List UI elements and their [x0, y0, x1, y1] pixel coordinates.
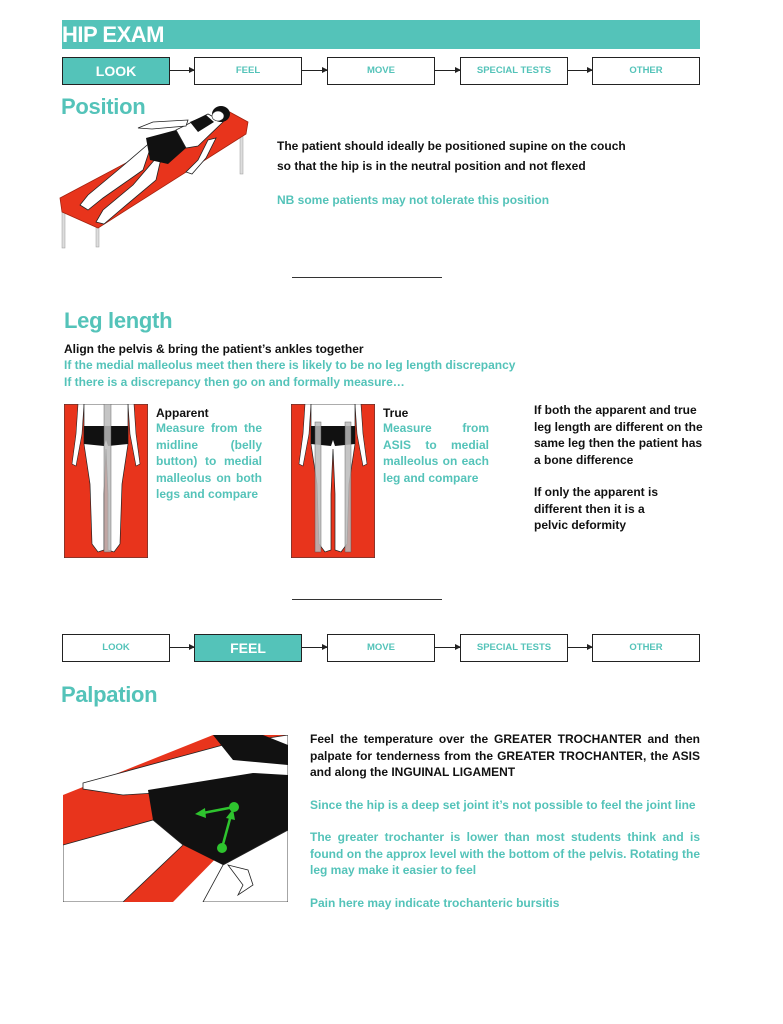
true-title: True	[383, 406, 409, 420]
flow-arrow	[434, 647, 460, 648]
apparent-text: Measure from the midline (belly button) to medial malleolus on both legs and compare	[156, 421, 262, 501]
palpation-text-3: The greater trochanter is lower than most students think and is found on the approx level with the bottom of the pelvis. Rotating the leg may make it easier to feel	[310, 830, 700, 877]
palpation-text-2: Since the hip is a deep set joint it’s not possible to feel the joint line	[310, 798, 696, 812]
leg-length-intro: Align the pelvis & bring the patient’s ankles together	[64, 342, 364, 356]
flow-step-move[interactable]: MOVE	[327, 57, 435, 85]
page-title: HIP EXAM	[62, 22, 164, 47]
palpation-text-1: Feel the temperature over the GREATER TROCHANTER and then palpate for tenderness from the GREATER TROCHANTER, the ASIS and along the INGUINAL LIGAMENT	[310, 732, 700, 779]
apparent-leg-length-illustration	[64, 404, 148, 558]
flow-step-move[interactable]: MOVE	[327, 634, 435, 662]
palpation-heading: Palpation	[61, 682, 158, 707]
palpation-illustration	[63, 735, 288, 902]
flow-step-special-tests[interactable]: SPECIAL TESTS	[460, 634, 568, 662]
leg-length-teal-2: If there is a discrepancy then go on and formally measure…	[64, 375, 405, 389]
title-bar	[62, 20, 700, 49]
flow-arrow	[169, 70, 194, 71]
flow-step-look[interactable]: LOOK	[62, 57, 170, 85]
section-divider	[292, 599, 442, 600]
position-note: NB some patients may not tolerate this position	[277, 193, 550, 207]
palpation-text-4: Pain here may indicate trochanteric bursitis	[310, 896, 560, 910]
exam-flow-bottom	[62, 634, 700, 662]
leg-length-heading: Leg length	[64, 308, 173, 333]
flow-arrow	[434, 70, 460, 71]
flow-step-feel[interactable]: FEEL	[194, 634, 302, 662]
position-line-2: so that the hip is in the neutral position and not flexed	[277, 159, 586, 173]
position-heading: Position	[61, 94, 146, 119]
flow-step-other[interactable]: OTHER	[592, 57, 700, 85]
flow-step-special-tests[interactable]: SPECIAL TESTS	[460, 57, 568, 85]
flow-arrow	[567, 647, 592, 648]
leg-length-teal-1: If the medial malleolus meet then there is likely to be no leg length discrepancy	[64, 358, 516, 372]
flow-step-feel[interactable]: FEEL	[194, 57, 302, 85]
flow-arrow	[169, 647, 194, 648]
flow-arrow	[567, 70, 592, 71]
section-divider	[292, 277, 442, 278]
true-leg-length-illustration	[291, 404, 375, 558]
supine-patient-illustration	[58, 100, 250, 250]
flow-arrow	[301, 70, 327, 71]
exam-flow-top	[62, 57, 700, 85]
leg-length-side-2: If only the apparent is different then it is a pelvic deformity	[534, 485, 659, 532]
flow-step-look[interactable]: LOOK	[62, 634, 170, 662]
true-text: Measure from ASIS to medial malleolus on each leg and compare	[383, 421, 489, 485]
flow-step-other[interactable]: OTHER	[592, 634, 700, 662]
leg-length-side-1: If both the apparent and true leg length are different on the same leg then the patient has a bone difference	[534, 403, 703, 467]
position-line-1: The patient should ideally be positioned supine on the couch	[277, 139, 626, 153]
flow-arrow	[301, 647, 327, 648]
apparent-title: Apparent	[156, 406, 209, 420]
